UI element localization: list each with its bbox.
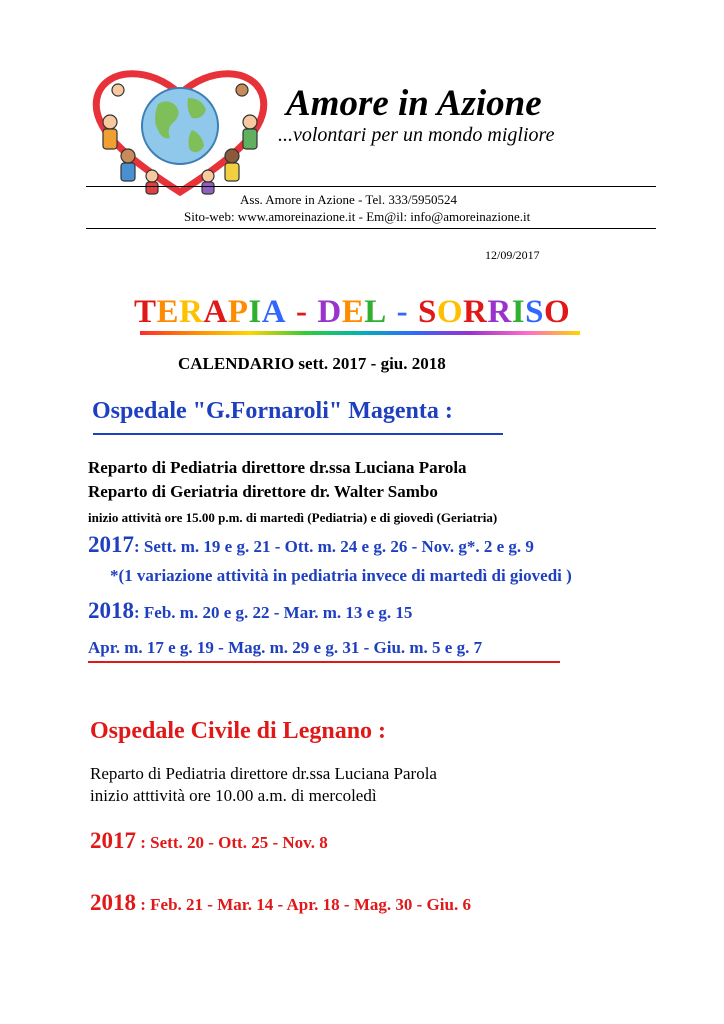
year-label: 2017: [88, 532, 134, 557]
title-letter: -: [295, 294, 308, 330]
title-letter: R: [463, 294, 488, 330]
schedule-dates: : Feb. m. 20 e g. 22 - Mar. m. 13 e g. 15: [134, 603, 413, 622]
schedule-dates: : Sett. m. 19 e g. 21 - Ott. m. 24 e g. 26 - Nov. g*. 2 e g. 9: [134, 537, 534, 556]
schedule-2018-magenta: [88, 598, 412, 624]
year-label: 2018: [88, 598, 134, 623]
schedule-2017-legnano: [90, 828, 328, 854]
schedule-underline: [88, 661, 560, 663]
variation-note: *(1 variazione attività in pediatria invece di martedì di giovedi ): [110, 566, 572, 585]
schedule-2018-magenta-cont: Apr. m. 17 e g. 19 - Mag. m. 29 e g. 31 - Giu. m. 5 e g. 7: [88, 638, 483, 657]
title-letter: -: [396, 294, 409, 330]
schedule-dates: : Sett. 20 - Ott. 25 - Nov. 8: [136, 833, 328, 852]
document-date: 12/09/2017: [485, 248, 540, 262]
org-tagline: ...volontari per un mondo migliore: [278, 124, 555, 146]
title-letter: P: [227, 294, 249, 330]
title-letter: O: [436, 294, 464, 330]
title-letter: O: [543, 294, 571, 330]
title-letter: I: [511, 294, 526, 330]
title-letter: T: [134, 294, 157, 330]
dept-pediatria: Reparto di Pediatria direttore dr.ssa Luciana Parola: [88, 458, 467, 477]
hospital-magenta-heading: Ospedale "G.Fornaroli" Magenta :: [92, 398, 453, 424]
calendar-subtitle: CALENDARIO sett. 2017 - giu. 2018: [178, 354, 446, 373]
title-letter: R: [179, 294, 204, 330]
schedule-2018-legnano: [90, 890, 471, 916]
title-letter: A: [203, 294, 228, 330]
title-letter: D: [317, 294, 342, 330]
title-letter: R: [487, 294, 512, 330]
title-letter: A: [261, 294, 287, 330]
title-underline: [140, 331, 580, 335]
heart-globe-logo: [80, 64, 280, 196]
heading-underline: [93, 433, 503, 435]
dept-geriatria: Reparto di Geriatria direttore dr. Walter Sambo: [88, 482, 438, 501]
divider-top: [86, 186, 656, 187]
divider-bottom: [86, 228, 656, 229]
title-letter: I: [248, 294, 262, 330]
year-label: 2018: [90, 890, 136, 915]
title-letter: S: [418, 294, 437, 330]
title-letter: S: [525, 294, 544, 330]
schedule-2017-magenta: [88, 532, 534, 558]
start-info-magenta: inizio attività ore 15.00 p.m. di martedì (Pediatria) e di giovedì (Geriatria): [88, 510, 498, 525]
contact-phone: Ass. Amore in Azione - Tel. 333/5950524: [240, 192, 457, 207]
org-name: Amore in Azione: [286, 83, 542, 124]
dept-pediatria-legnano: Reparto di Pediatria direttore dr.ssa Luciana Parola: [90, 764, 437, 783]
title-letter: E: [156, 294, 180, 330]
page-title: [134, 296, 570, 329]
start-info-legnano: inizio atttività ore 10.00 a.m. di mercoledì: [90, 786, 377, 805]
title-letter: E: [341, 294, 365, 330]
year-label: 2017: [90, 828, 136, 853]
title-letter: L: [364, 294, 387, 330]
schedule-dates: : Feb. 21 - Mar. 14 - Apr. 18 - Mag. 30 - Giu. 6: [136, 895, 471, 914]
hospital-legnano-heading: Ospedale Civile di Legnano :: [90, 718, 387, 744]
contact-web-email: Sito-web: www.amoreinazione.it - Em@il: info@amoreinazione.it: [184, 209, 531, 224]
